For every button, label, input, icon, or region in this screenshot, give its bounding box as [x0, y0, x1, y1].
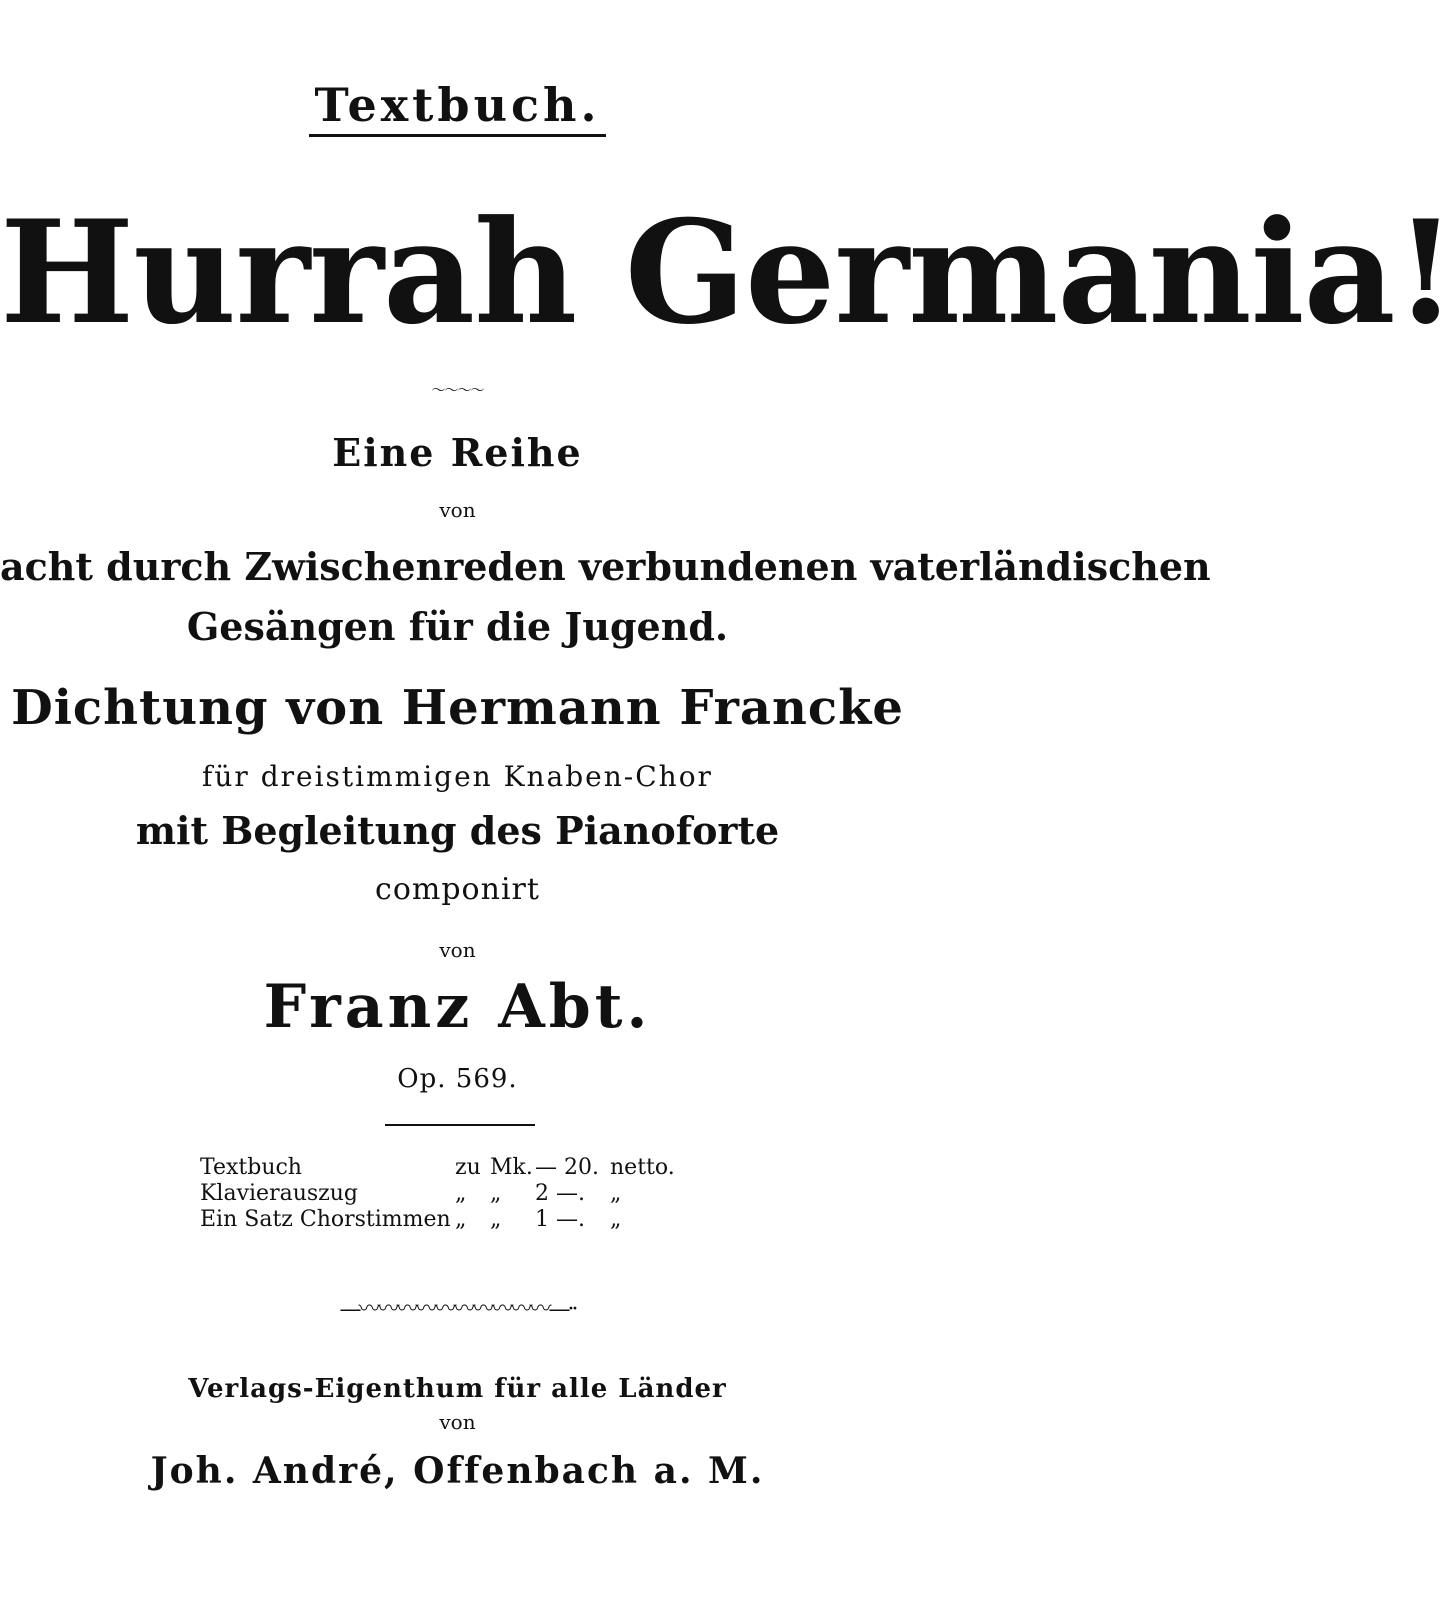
- price-col-d: „: [610, 1207, 622, 1232]
- price-col-b: „: [490, 1181, 502, 1206]
- accompaniment-line: mit Begleitung des Pianoforte: [135, 808, 780, 853]
- publisher-von: von: [439, 1410, 476, 1434]
- price-col-d: „: [610, 1181, 622, 1206]
- price-col-a: zu: [455, 1155, 481, 1180]
- price-row: [200, 1206, 680, 1232]
- opus-number: Op. 569.: [397, 1064, 518, 1094]
- price-col-d: netto.: [610, 1155, 675, 1180]
- price-col-a: „: [455, 1207, 467, 1232]
- choir-line: für dreistimmigen Knaben-Chor: [202, 760, 713, 793]
- small-ornament-divider: 〜〜〜〜: [431, 383, 484, 399]
- composer-von: von: [439, 938, 476, 962]
- price-item: Ein Satz Chorstimmen: [200, 1207, 451, 1232]
- subtitle-von: von: [439, 498, 476, 522]
- price-col-b: Mk.: [490, 1155, 533, 1180]
- publisher-rights: Verlags-Eigenthum für alle Länder: [188, 1374, 727, 1404]
- price-col-a: „: [455, 1181, 467, 1206]
- main-title: Hurrah Germania!: [0, 190, 1456, 356]
- price-col-c: 1 —.: [535, 1207, 585, 1232]
- poet-line: Dichtung von Hermann Francke: [11, 680, 904, 736]
- price-col-c: — 20.: [535, 1155, 599, 1180]
- price-item: Textbuch: [200, 1155, 302, 1180]
- composer-name: Franz Abt.: [263, 972, 652, 1042]
- heading-text: Textbuch.: [309, 78, 607, 137]
- subtitle-line-3: Gesängen für die Jugend.: [186, 604, 729, 649]
- horizontal-rule: [385, 1124, 535, 1126]
- large-ornament-divider: —〰〰〰〰〰〰〰〰〰〰—··: [339, 1297, 576, 1322]
- subtitle-line-1: Eine Reihe: [332, 430, 583, 475]
- publisher-name: Joh. André, Offenbach a. M.: [150, 1450, 765, 1492]
- price-row: [200, 1154, 680, 1180]
- price-list: [200, 1154, 680, 1232]
- subtitle-line-2: acht durch Zwischenreden verbundenen vaterländischen: [0, 544, 1211, 589]
- price-col-b: „: [490, 1207, 502, 1232]
- price-col-c: 2 —.: [535, 1181, 585, 1206]
- price-row: [200, 1180, 680, 1206]
- heading-textbuch: [0, 78, 915, 137]
- composed-line: componirt: [375, 872, 540, 907]
- price-item: Klavierauszug: [200, 1181, 359, 1206]
